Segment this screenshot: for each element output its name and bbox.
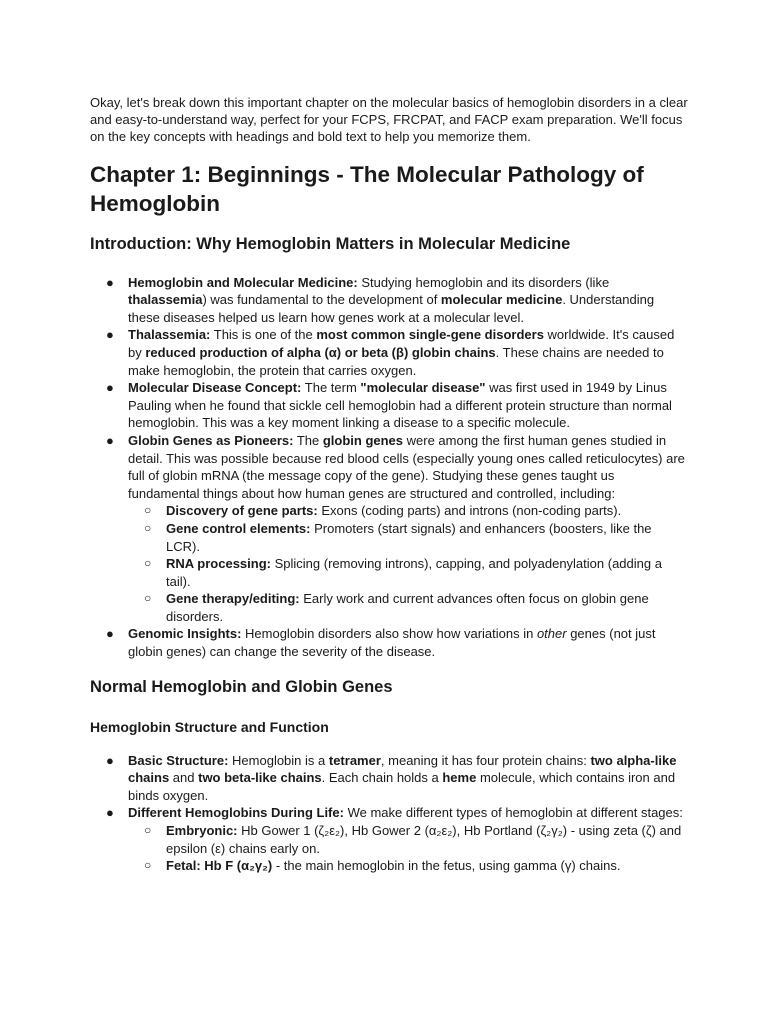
bullet-icon: ● (106, 274, 114, 290)
item-keyword: two alpha-like chains (128, 752, 677, 786)
sub-list (128, 502, 688, 625)
item-text: was first used in 1949 by Linus Pauling when he found that sickle cell hemoglobin had a different protein structure than normal hemoglobin. This was a key moment linking a disease to a specific molecule. (128, 380, 672, 431)
list-item (90, 379, 688, 432)
sub-list-item (128, 520, 688, 555)
item-label: Hemoglobin and Molecular Medicine: (128, 274, 358, 290)
list-item (90, 274, 688, 327)
item-text: . Understanding these diseases helped us learn how genes work at a molecular level. (128, 292, 655, 325)
sub-list-item (128, 555, 688, 590)
item-text: genes (not just globin genes) can change the severity of the disease. (128, 626, 656, 660)
sub-item-label: Fetal: Hb F (α₂γ₂) (166, 858, 273, 874)
item-text: . These chains are needed to make hemoglobin, the protein that carries oxygen. (128, 344, 664, 378)
item-text: molecule, which contains iron and binds oxygen. (128, 770, 676, 803)
introduction-list (90, 274, 688, 661)
structure-list (90, 752, 688, 875)
sub-item-label: RNA processing: (166, 556, 271, 572)
sub-item-text: Hb Gower 1 (ζ₂ε₂), Hb Gower 2 (α₂ε₂), Hb Portland (ζ₂γ₂) - using zeta (ζ) and epsilon (ε) chains early on. (166, 823, 682, 856)
item-label: Thalassemia: (128, 327, 211, 343)
sub-item-text: Early work and current advances often focus on globin gene disorders. (166, 591, 649, 624)
item-label: Globin Genes as Pioneers: (128, 432, 294, 448)
item-keyword: reduced production of alpha (α) or beta (β) globin chains (145, 344, 496, 360)
item-keyword: "molecular disease" (360, 380, 486, 396)
sub-item-text: Promoters (start signals) and enhancers (boosters, like the LCR). (166, 520, 652, 554)
item-keyword: heme (442, 770, 477, 786)
item-emphasis: other (536, 626, 567, 642)
bullet-icon: ● (106, 805, 114, 821)
sub-item-label: Gene therapy/editing: (166, 591, 300, 607)
item-text: . Each chain holds a (321, 770, 443, 786)
circle-bullet-icon: ○ (144, 503, 152, 518)
sub-list (128, 822, 688, 875)
item-text: The (293, 432, 323, 448)
item-text: Studying hemoglobin and its disorders (like (357, 274, 610, 290)
sub-item-text: Splicing (removing introns), capping, and polyadenylation (adding a tail). (166, 556, 662, 589)
sub-item-text: - the main hemoglobin in the fetus, using gamma (γ) chains. (272, 858, 621, 874)
item-text: worldwide. It's caused by (128, 327, 675, 360)
list-item (90, 804, 688, 874)
item-label: Basic Structure: (128, 752, 229, 768)
bullet-icon: ● (106, 327, 114, 343)
circle-bullet-icon: ○ (144, 556, 152, 571)
intro-paragraph: Okay, let's break down this important chapter on the molecular basics of hemoglobin disorders in a clear and easy-to-understand way, perfect for your FCPS, FRCPAT, and FACP exam preparation. We'll focus on the key concepts with headings and bold text to help you memorize them. (90, 95, 688, 145)
sub-list-item (128, 822, 688, 857)
item-text: The term (301, 380, 361, 396)
bullet-icon: ● (106, 432, 114, 448)
sub-list-item (128, 590, 688, 625)
circle-bullet-icon: ○ (144, 520, 152, 535)
item-text: This is one of the (210, 327, 317, 343)
item-text: , meaning it has four protein chains: (380, 752, 591, 768)
bullet-icon: ● (106, 380, 114, 396)
list-item (90, 432, 688, 626)
circle-bullet-icon: ○ (144, 858, 152, 873)
sub-item-label: Embryonic: (166, 823, 238, 839)
sub-list-item (128, 502, 688, 520)
item-keyword: globin genes (322, 432, 404, 448)
list-item (90, 752, 688, 805)
item-label: Different Hemoglobins During Life: (128, 805, 344, 821)
item-text: ) was fundamental to the development of (202, 292, 441, 308)
item-text: Hemoglobin disorders also show how variations in (241, 626, 537, 642)
sub-item-text: Exons (coding parts) and introns (non-coding parts). (317, 503, 622, 519)
item-text: Hemoglobin is a (228, 752, 329, 768)
sub-item-label: Gene control elements: (166, 520, 311, 536)
item-text: We make different types of hemoglobin at different stages: (343, 805, 683, 821)
item-label: Genomic Insights: (128, 626, 242, 642)
item-label: Molecular Disease Concept: (128, 380, 302, 396)
item-text: and (169, 770, 199, 786)
sub-list-item (128, 857, 688, 875)
bullet-icon: ● (106, 626, 114, 642)
introduction-heading: Introduction: Why Hemoglobin Matters in Molecular Medicine (90, 234, 571, 253)
circle-bullet-icon: ○ (144, 823, 152, 838)
list-item (90, 326, 688, 379)
item-keyword: tetramer (328, 752, 381, 768)
item-keyword: most common single-gene disorders (316, 327, 544, 343)
circle-bullet-icon: ○ (144, 591, 152, 606)
list-item (90, 625, 688, 660)
item-keyword: two beta-like chains (198, 770, 322, 786)
section-heading: Normal Hemoglobin and Globin Genes (90, 677, 393, 696)
chapter-title: Chapter 1: Beginnings - The Molecular Pathology of Hemoglobin (90, 161, 644, 216)
subsection-heading: Hemoglobin Structure and Function (90, 718, 329, 735)
sub-item-label: Discovery of gene parts: (166, 503, 318, 519)
bullet-icon: ● (106, 752, 114, 768)
item-keyword: thalassemia (128, 292, 203, 308)
item-text: were among the first human genes studied in detail. This was possible because red blood cells (especially young ones called reticulocytes) are full of globin mRNA (the message copy of the gene). Studying these genes taught us fundamental things about how human genes are structured and controlled, including: (128, 432, 685, 501)
item-keyword: molecular medicine (440, 292, 563, 308)
